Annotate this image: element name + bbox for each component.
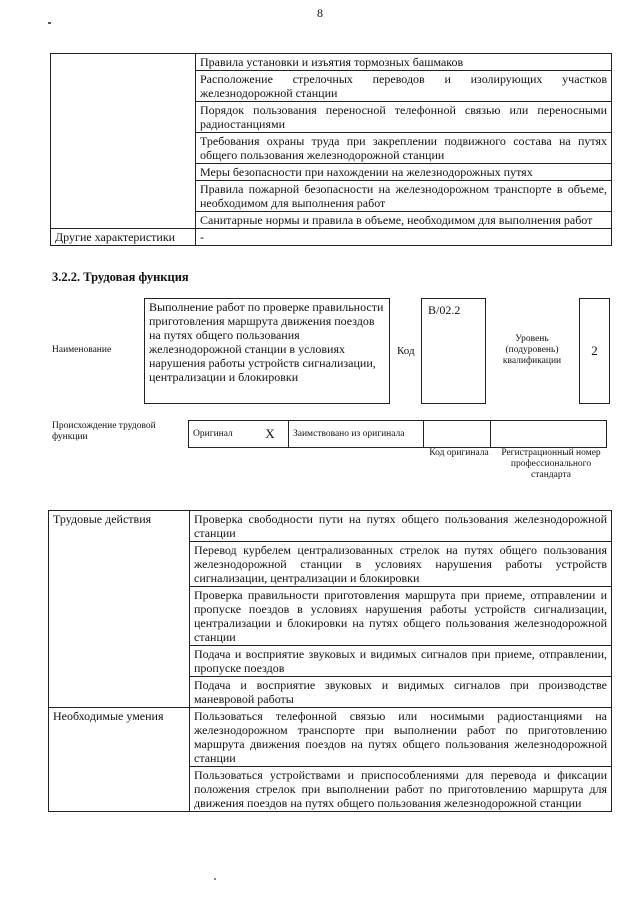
page-number: 8 <box>317 6 323 20</box>
row-item: Меры безопасности при нахождении на железнодорожных путях <box>196 164 612 181</box>
borrowed-label: Заимствовано из оригинала <box>289 421 424 448</box>
code-label: Код <box>397 345 415 357</box>
table-row <box>49 708 612 767</box>
origin-label: Происхождение трудовой функции <box>52 421 156 442</box>
row-item: Подача и восприятие звуковых и видимых сигналов при производстве маневровой работы <box>190 677 612 708</box>
row-item: Пользоваться устройствами и приспособлениями для перевода и фиксации положения стрелок при выполнении работ по приготовлению маршрута для движения поездов на путях общего пользования железнодорожной станции <box>190 767 612 812</box>
row-item: Правила пожарной безопасности на железнодорожном транспорте в объеме, необходимом для выполнения работ <box>196 181 612 212</box>
row-label <box>51 54 196 229</box>
row-item: Проверка свободности пути на путях общего пользования железнодорожной станции <box>190 511 612 542</box>
code-original-cell <box>424 421 491 448</box>
scan-speck <box>214 878 216 880</box>
origin-table <box>188 420 607 448</box>
function-code: В/02.2 <box>421 298 486 404</box>
row-item: Перевод курбелем централизованных стрелок на путях общего пользования железнодорожной станции в условиях нарушения работы устройств сигнализации, централизации и блокировки <box>190 542 612 587</box>
row-item: Правила установки и изъятия тормозных башмаков <box>196 54 612 71</box>
row-label: Необходимые умения <box>49 708 190 812</box>
reg-number-label: Регистрационный номер профессионального стандарта <box>501 448 601 480</box>
row-item: Санитарные нормы и правила в объеме, необходимом для выполнения работ <box>196 212 612 229</box>
row-item: Требования охраны труда при закреплении подвижного состава на путях общего пользования железнодорожной станции <box>196 133 612 164</box>
name-label: Наименование <box>52 345 112 355</box>
level-value: 2 <box>579 298 610 404</box>
knowledge-table <box>50 53 612 246</box>
row-item: Расположение стрелочных переводов и изолирующих участков железнодорожной станции <box>196 71 612 102</box>
table-row <box>49 511 612 542</box>
row-label: Трудовые действия <box>49 511 190 708</box>
row-item: - <box>196 229 612 246</box>
original-mark: X <box>252 421 289 448</box>
original-label: Оригинал <box>189 421 253 448</box>
function-name: Выполнение работ по проверке правильности приготовления маршрута движения поездов на путях общего пользования железнодорожной станции в условиях нарушения работы устройств сигнализации, централизации и блокировки <box>144 298 390 404</box>
row-label: Другие характеристики <box>51 229 196 246</box>
scan-speck <box>48 22 51 24</box>
level-label: Уровень (подуровень) квалификации <box>502 334 562 366</box>
table-row <box>51 229 612 246</box>
row-item: Подача и восприятие звуковых и видимых сигналов при приеме, отправлении, пропуске поездов <box>190 646 612 677</box>
labor-actions-table <box>48 510 612 812</box>
table-row <box>51 54 612 71</box>
row-item: Пользоваться телефонной связью или носимыми радиостанциями на железнодорожном транспорте при выполнении работ по приготовлению маршрута движения поездов на путях общего пользования железнодорожной станции <box>190 708 612 767</box>
row-item: Порядок пользования переносной телефонной связью или переносными радиостанциями <box>196 102 612 133</box>
reg-number-cell <box>491 421 607 448</box>
section-title: 3.2.2. Трудовая функция <box>52 270 189 284</box>
code-original-label: Код оригинала <box>429 448 489 458</box>
row-item: Проверка правильности приготовления маршрута при приеме, отправлении и пропуске поездов в условиях нарушения работы устройств сигнализации, централизации и блокировки на путях общего пользования железнодорожной станции <box>190 587 612 646</box>
